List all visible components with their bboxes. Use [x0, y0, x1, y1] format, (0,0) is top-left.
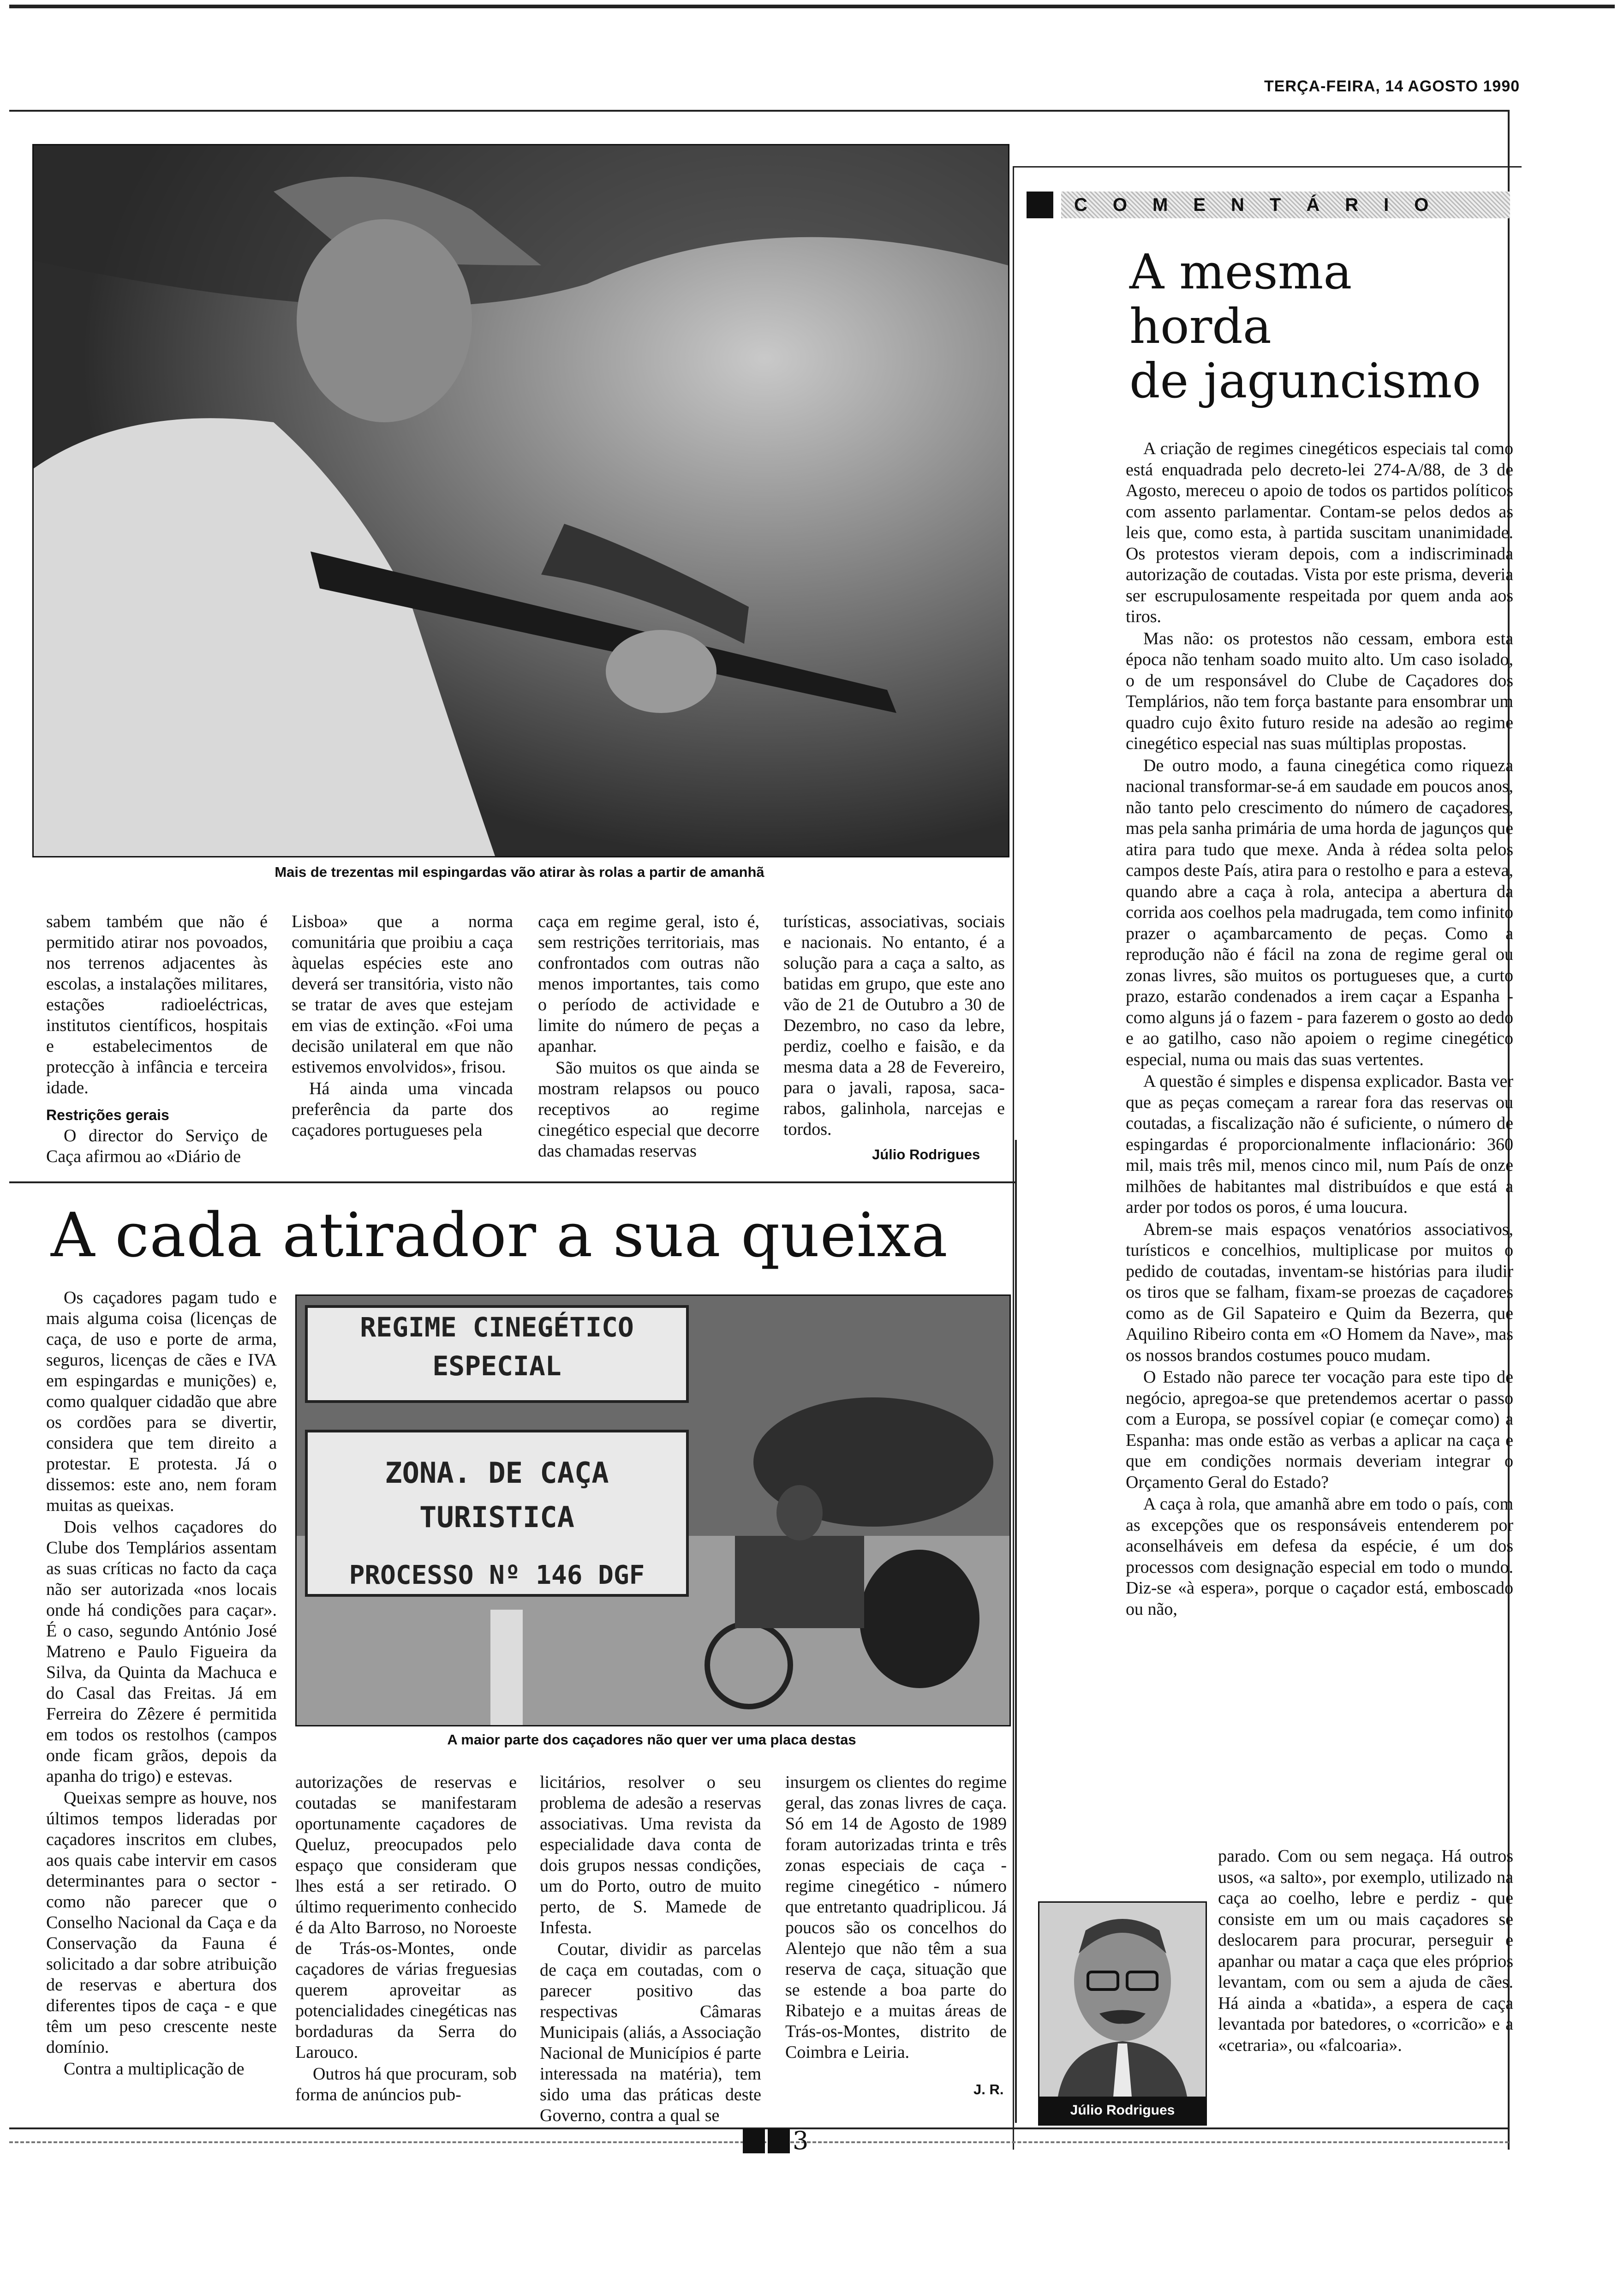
regime-sign-top [305, 1305, 689, 1403]
author-caption: Júlio Rodrigues [1039, 2097, 1206, 2124]
commentary-tag: COMENTÁRIO [1061, 192, 1510, 218]
main-col1-para-b: Dois velhos caçadores do Clube dos Templários assentam as suas críticas no facto da caça não ser autorizada «nos locais onde há condições para caçar». É o caso, segundo António José Matreno e Paulo Figueira da Silva, da Quinta da Machuca e do Casal das Freitas. Já em Ferreira do Zêzere é permitida em todos os restolhos (campos onde ficam grãos, depois da apanha do trigo) e estevas. [46, 1517, 277, 1786]
main-article-col-3 [540, 1772, 761, 2125]
main-col1-para-a: Os caçadores pagam tudo e mais alguma coisa (licenças de caça, de uso e porte de arma, seguros, licenças de cães e IVA em espingardas e munições) e, como qualquer cidadão que abre os cordões para se divertir, considera que tem direito a protestar. E protesta. Já o dissemos: este ano, nem foram muitas as queixas. [46, 1288, 277, 1515]
hunter-photo [32, 144, 1009, 857]
top-col2-para-b: Há ainda uma vincada preferência da parte dos caçadores portugueses pela [292, 1079, 513, 1140]
commentary-para-6: O Estado não parece ter vocação para este tipo de negócio, apregoa-se que pretendemos acertar o passo com a Europa, se possível copiar (e começar como) a Espanha: mas onde estão as verbas a aplicar na caça e que em condições normais deveriam integrar o Orçamento Geral do Estado? [1126, 1367, 1513, 1492]
commentary-headline-line-2: horda [1129, 298, 1272, 354]
header-rule [9, 110, 1509, 112]
top-article-col-2 [292, 911, 513, 1179]
sign-photo-caption: A maior parte dos caçadores não quer ver uma placa destas [447, 1732, 856, 1748]
top-col4-para: turísticas, associativas, sociais e nacionais. No entanto, é a solução para a caça a salto, as batidas em grupo, que este ano vão de 21 de Outubro a 30 de Dezembro, no caso da lebre, perdiz, coelho e faisão, e da mesma data a 28 de Fevereiro, para o javali, raposa, saca-rabos, galinhola, narcejas e tordos. [783, 912, 1005, 1139]
mid-rule [9, 1181, 1015, 1183]
main-article-col-2 [295, 1772, 517, 2114]
commentary-body [1126, 438, 1513, 1844]
main-article-col-4 [785, 1772, 1007, 2086]
commentary-para-7a: A caça à rola, que amanhã abre em todo o país, com as excepções que os responsáveis entenderem por aconselháveis em defesa da espécie, é um dos processos com designação especial em todo o mundo. Diz-se «à espera», porque o caçador está, emboscado ou não, [1126, 1494, 1513, 1619]
main-col2-para-b: Outros há que procuram, sob forma de anúncios pub- [295, 2064, 517, 2104]
top-article-signature: Júlio Rodrigues [872, 1146, 980, 1162]
main-col1-para-c: Queixas sempre as houve, nos últimos tempos lideradas por caçadores inscritos em clubes, aos quais cabe intervir em casos determinantes para o sector - como não parecer que o Conselho Nacional da Caça e da Conservação da Fauna é solicitado a dar sobre atribuição de reservas e abertura dos diferentes tipos de caça - e que têm um peso crescente neste domínio. [46, 1788, 277, 2057]
sign-line-2: ESPECIAL [432, 1350, 561, 1382]
commentary-para-7b: parado. Com ou sem negaça. Há outros usos, «a salto», por exemplo, utilizado na caça ao coelho, lebre e perdiz - que consiste em um ou mais caçadores se deslocarem para procurar, perseguir e apanhar ou matar a caça que eles próprios levantam, com ou sem a ajuda de cães. Há ainda a «batida», a espera de caça levantada por batedores, o «corricão» e a «cetraria», ou «falcoaria». [1218, 1846, 1513, 2055]
commentary-para-2: Mas não: os protestos não cessam, embora esta época não tenham soado muito alto. Um caso isolado, o de um responsável do Clube de Caçadores dos Templários, não tem força bastante para ensombrar um quadro cujo êxito futuro reside na adesão ao regime cinegético especial nas suas múltiplas propostas. [1126, 629, 1513, 753]
main-article-col-1 [46, 1288, 277, 2114]
main-col1-para-d: Contra a multiplicação de [64, 2059, 245, 2079]
commentary-para-1: A criação de regimes cinegéticos especiais tal como está enquadrada pelo decreto-lei 274-A/88, de 3 de Agosto, mereceu o apoio de todos os partidos políticos com assento parlamentar. Contam-se pelos dedos as leis que, como esta, à partida suscitam unanimidade. Os protestos vieram depois, com a indiscriminada autorização de coutadas. Vista por este prisma, deveria ser escrupulosamente respeitada por quem anda aos tiros. [1126, 439, 1513, 626]
top-article-col-3 [538, 911, 759, 1179]
main-col3-para-b: Coutar, dividir as parcelas de caça em coutadas, com o parecer positivo das respectivas Câmaras Municipais (aliás, a Associação Nacional de Municípios é parte interessada na matéria), tem sido uma das práticas deste Governo, contra a qual se [540, 1940, 761, 2125]
top-col2-para-a: Lisboa» que a norma comunitária que proibiu a caça àquelas espécies este ano deverá ser transitória, visto não se tratar de aves que estejam em vias de extinção. «Foi uma decisão unilateral em que não estivemos envolvidos», frisou. [292, 912, 513, 1077]
logo-block-d [743, 2128, 765, 2153]
commentary-para-5: Abrem-se mais espaços venatórios associativos, turísticos e concelhios, multiplicase por muitos o pedido de coutadas, inventam-se histórias para iludir os tiros que se falham, fixam-se proezas de caçadores como as de Gil Sapateiro e Quim da Bezerra, que Aquilino Ribeiro conta em «O Homem da Nave», mas os nossos brandos costumes pouco mudam. [1126, 1219, 1513, 1365]
sign-photo [295, 1294, 1011, 1726]
main-headline: A cada atirador a sua queixa [51, 1200, 948, 1271]
top-col3-para-a: caça em regime geral, isto é, sem restrições territoriais, mas confrontados com outras não menos importantes, tais como o período de actividade e limite do número de peças a apanhar. [538, 912, 759, 1056]
top-col1-para-b: O director do Serviço de Caça afirmou ao «Diário de [46, 1126, 268, 1166]
commentary-headline-line-1: A mesma [1129, 244, 1352, 300]
top-article-col-4 [783, 911, 1005, 1151]
commentary-body-wrap [1218, 1846, 1513, 2132]
issue-date: TERÇA-FEIRA, 14 AGOSTO 1990 [1264, 78, 1520, 95]
logo-block-l [768, 2128, 790, 2153]
commentary-tag-square [1027, 192, 1053, 218]
main-col4-para: insurgem os clientes do regime geral, das zonas livres de caça. Só em 14 de Agosto de 1989 foram autorizadas trinta e três zonas especiais de caça - regime cinegético - número que entretanto quadriplicou. Já poucos são os concelhos do Alentejo que não têm a sua reserva de caça, situação que se estende a boa parte do Ribatejo e a muitas áreas de Trás-os-Montes, distrito de Coimbra e Leiria. [785, 1773, 1007, 2062]
top-col1-para: sabem também que não é permitido atirar nos povoados, nos terrenos adjacentes às escolas, a instalações militares, estações radioeléctricas, institutos científicos, hospitais e estabelecimentos de protecção à infância e terceira idade. [46, 912, 268, 1097]
sign-line-5: PROCESSO Nº 146 DGF [349, 1560, 645, 1590]
hunter-photo-caption: Mais de trezentas mil espingardas vão atirar às rolas a partir de amanhã [275, 864, 764, 880]
subhead-restricoes: Restrições gerais [46, 1107, 169, 1123]
main-col3-para-a: licitários, resolver o seu problema de adesão a reservas associativas. Uma revista da especialidade dava conta de dois grupos nessas condições, um do Porto, outro de muito perto, de S. Mamede de Infesta. [540, 1773, 761, 1937]
main-col2-para-a: autorizações de reservas e coutadas se manifestaram oportunamente caçadores de Queluz, preocupados pelo espaço que consideram que lhes está a ser retirado. O último requerimento conhecido é da Alto Barroso, no Noroeste de Trás-os-Montes, onde caçadores de várias freguesias querem aproveitar as potencialidades cinegéticas nas bordaduras da Serra do Larouco. [295, 1773, 517, 2062]
commentary-headline-line-3: de jaguncismo [1129, 353, 1481, 409]
sign-line-4: TURISTICA [419, 1500, 574, 1534]
sign-line-3: ZONA. DE CAÇA [385, 1456, 609, 1490]
top-rule [9, 5, 1615, 8]
top-article-col-1 [46, 911, 268, 1179]
top-col3-para-b: São muitos os que ainda se mostram relapsos ou pouco receptivos ao regime cinegético especial que decorre das chamadas reservas [538, 1058, 759, 1161]
regime-sign-bottom [305, 1430, 689, 1597]
sign-line-1: REGIME CINEGÉTICO [360, 1312, 634, 1343]
main-article-signature: J. R. [973, 2081, 1004, 2097]
page-number: 3 [793, 2126, 809, 2155]
commentary-para-4: A questão é simples e dispensa explicador. Basta ver que as peças começam a rarear fora das reservas ou coutadas, a fiscalização não é suficiente, o número de espingardas é proporcionalmente inflacionário: 360 mil, mais três mil, menos cinco mil, num País de onze milhões de habitantes mal distribuídos e que está a arder por todos os poros, é uma loucura. [1126, 1072, 1513, 1217]
author-photo [1038, 1901, 1207, 2126]
commentary-headline [1129, 245, 1481, 408]
page-logo [743, 2128, 808, 2153]
commentary-para-3: De outro modo, a fauna cinegética como riqueza nacional transformar-se-á em saudade em poucos anos, não tanto pelo crescimento do número de caçadores, mas pela sanha primária de uma horda de jagunços que atira para tudo que mexe. Anda à rédea solta pelos campos deste País, atira para o restolho e para a esteva, quando abre a caça à rola, antecipa a abertura da corrida aos coelhos pela madrugada, tem como infinito prazer o açambarcamento de peças. Como a reprodução não é fácil na zona de regime geral ou zonas livres, são muitos os portugueses que, a curto prazo, estarão condenados a irem caçar a Espanha - como alguns já o fazem - para fazerem o gosto ao dedo e ao gatilho, caso não apoiem o regime cinegético especial, numa ou mais das suas vertentes. [1126, 755, 1513, 1069]
